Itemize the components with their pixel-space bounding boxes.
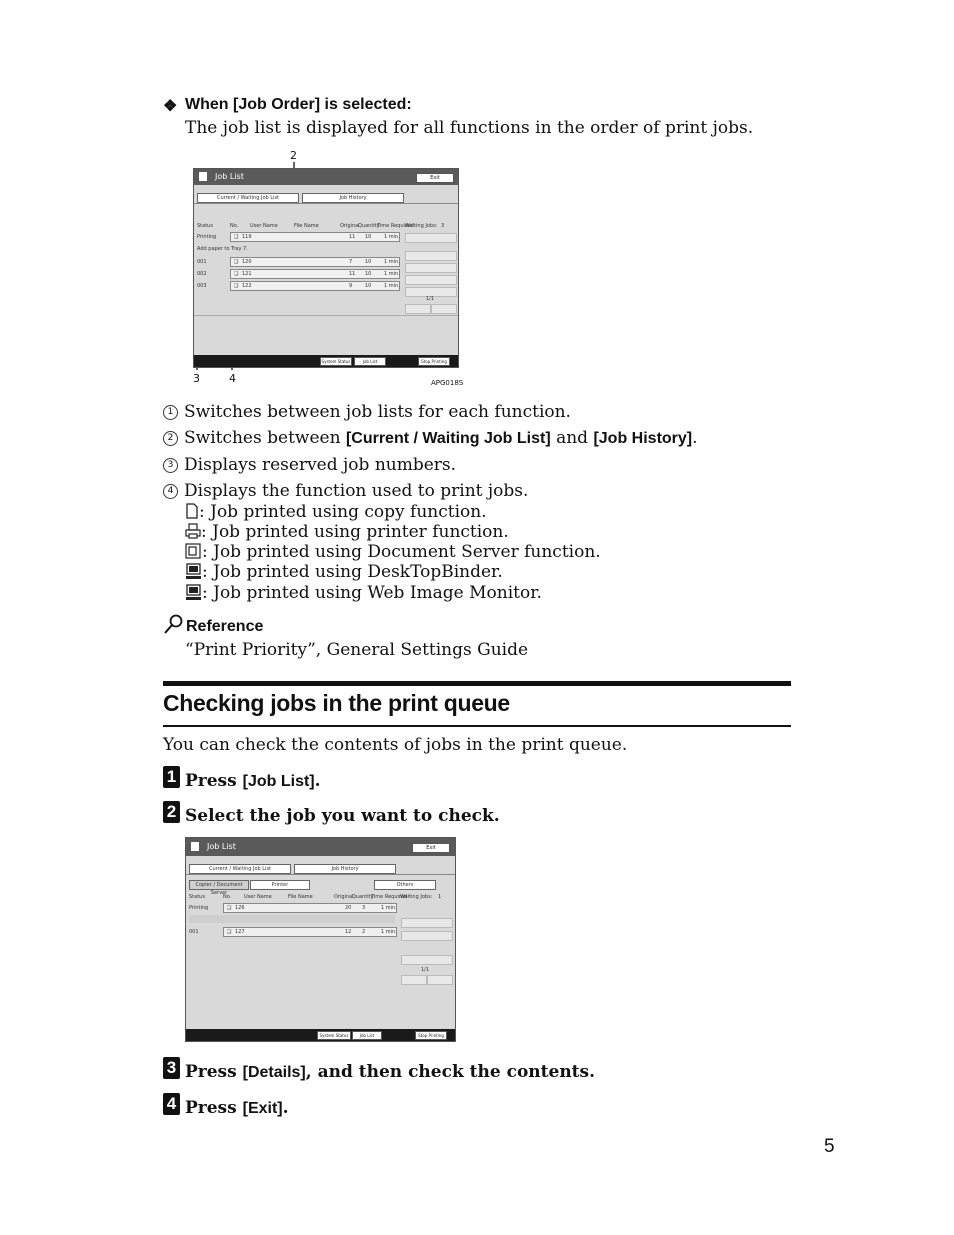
subtab-printer[interactable]: Printer [250, 880, 310, 890]
step-text: Press [185, 1062, 243, 1082]
list-icon [199, 172, 207, 181]
callout-4: 4 [229, 372, 236, 385]
row-original: 20 [345, 905, 352, 911]
printing-row[interactable] [230, 232, 400, 242]
function-text: : Job printed using Document Server function. [202, 542, 601, 562]
legend-item-4 [163, 481, 528, 501]
col-quantity: Quantity [358, 223, 380, 229]
screen-title: Job List [207, 842, 236, 851]
step-text: . [282, 1098, 289, 1118]
page-indicator: 1/1 [421, 967, 430, 973]
printing-row[interactable] [223, 903, 397, 913]
row-status: 001 [189, 929, 199, 935]
col-waiting: Waiting Jobs: [405, 223, 438, 229]
step-number-3: 3 [163, 1057, 180, 1079]
row-time: 1 min. [384, 283, 400, 289]
step-text: . [314, 771, 321, 791]
waiting-count: 3 [441, 223, 445, 229]
col-no: No. [230, 223, 239, 229]
reference-text: “Print Priority”, General Settings Guide [185, 640, 529, 660]
job-row[interactable] [230, 281, 400, 291]
row-no: 120 [242, 259, 252, 265]
system-status-button[interactable]: System Status [321, 359, 351, 364]
page-number: 5 [824, 1136, 835, 1157]
row-no: 121 [242, 271, 252, 277]
step-bold: [Exit] [242, 1100, 283, 1117]
row-no: 126 [235, 905, 245, 911]
system-status-button[interactable]: System Status [317, 1031, 351, 1040]
col-no: No. [223, 894, 232, 900]
function-desktopbinder [185, 562, 503, 582]
step-2 [185, 806, 500, 826]
prev-button[interactable] [405, 304, 431, 314]
printing-label: Printing [197, 234, 217, 240]
copy-icon: ❑ [234, 234, 239, 240]
side-button[interactable] [405, 251, 457, 261]
step-number-2: 2 [163, 801, 180, 823]
subtab-copier[interactable]: Copier / Document Server [189, 880, 249, 890]
legend-text: Displays the function used to print jobs. [184, 481, 529, 501]
function-text: : Job printed using Web Image Monitor. [202, 583, 542, 603]
legend-text: and [550, 428, 594, 448]
side-button[interactable] [405, 233, 457, 243]
row-original: 9 [349, 283, 353, 289]
row-quantity: 2 [362, 929, 366, 935]
callout-2: 2 [290, 149, 297, 162]
row-quantity: 10 [365, 234, 372, 240]
web-image-monitor-icon [185, 584, 202, 601]
printer-function-icon [185, 523, 201, 539]
function-document-server [185, 542, 601, 562]
row-no: 127 [235, 929, 245, 935]
next-button[interactable] [427, 975, 453, 985]
reference-label: Reference [186, 618, 264, 635]
waiting-count: 1 [438, 894, 442, 900]
screen-title: Job List [215, 172, 244, 181]
col-user: User Name [250, 223, 278, 229]
row-time: 1 min. [384, 259, 400, 265]
exit-button[interactable]: Exit [412, 843, 450, 853]
status-bar [186, 1029, 455, 1041]
function-web-image-monitor [185, 583, 542, 603]
row-quantity: 10 [365, 259, 372, 265]
tab-current-waiting[interactable]: Current / Waiting Job List [189, 864, 291, 874]
row-no: 119 [242, 234, 252, 240]
step-3 [185, 1062, 595, 1083]
document-server-icon [185, 543, 202, 559]
legend-number: 3 [163, 458, 178, 473]
col-time: Time Required [371, 894, 408, 900]
section2-intro: You can check the contents of jobs in the print queue. [163, 735, 628, 755]
legend-item-2 [163, 428, 698, 449]
section-bullet: ❖ [163, 98, 178, 115]
list-icon [191, 842, 199, 851]
legend-number: 1 [163, 405, 178, 420]
row-time: 1 min. [384, 271, 400, 277]
step-text: Select the job you want to check. [185, 806, 500, 826]
row-quantity: 10 [365, 271, 372, 277]
step-text: Press [185, 1098, 243, 1118]
col-status: Status [197, 223, 213, 229]
subtab-others[interactable]: Others [374, 880, 436, 890]
legend-bold: [Current / Waiting Job List] [345, 430, 551, 447]
side-button[interactable] [401, 918, 453, 928]
row-original: 12 [345, 929, 352, 935]
row-time: 1 min. [381, 905, 397, 911]
row-time: 1 min. [384, 234, 400, 240]
row-no: 122 [242, 283, 252, 289]
col-time: Time Required [377, 223, 414, 229]
row-original: 11 [349, 234, 356, 240]
function-text: : Job printed using DeskTopBinder. [202, 562, 503, 582]
next-button[interactable] [431, 304, 457, 314]
legend-text: . [692, 428, 698, 448]
legend-item-3 [163, 455, 456, 475]
legend-text: Switches between [184, 428, 346, 448]
step-text: Press [185, 771, 243, 791]
exit-button[interactable]: Exit [416, 173, 454, 183]
col-original: Original [340, 223, 360, 229]
job-row[interactable] [223, 927, 397, 937]
copy-function-icon [185, 503, 199, 519]
col-quantity: Quantity [352, 894, 374, 900]
row-quantity: 10 [365, 283, 372, 289]
side-button[interactable] [405, 275, 457, 285]
job-list-button[interactable]: Job List [352, 1031, 382, 1040]
row-original: 7 [349, 259, 353, 265]
legend-number: 2 [163, 431, 178, 446]
legend-number: 4 [163, 484, 178, 499]
row-status: 001 [197, 259, 207, 265]
step-number-1: 1 [163, 766, 180, 788]
job-list-screen-1 [193, 168, 459, 368]
row-status: 003 [197, 283, 207, 289]
printing-label: Printing [189, 905, 209, 911]
legend-bold: [Job History] [593, 430, 693, 447]
prev-button[interactable] [401, 975, 427, 985]
job-row[interactable] [230, 257, 400, 267]
legend-text: Switches between job lists for each function. [184, 402, 571, 422]
col-file: File Name [288, 894, 313, 900]
function-text: : Job printed using copy function. [199, 502, 487, 522]
add-paper-message: Add paper to Tray 7. [197, 246, 248, 252]
copy-icon: ❑ [234, 283, 239, 289]
col-user: User Name [244, 894, 272, 900]
side-button[interactable] [401, 931, 453, 941]
job-list-button[interactable]: Job List [354, 357, 386, 366]
step-1 [185, 771, 321, 792]
section-rule-top [163, 681, 791, 686]
job-list-screen-2 [185, 837, 456, 1042]
section-intro: The job list is displayed for all functions in the order of print jobs. [185, 118, 754, 138]
section-rule-bottom [163, 725, 791, 727]
copy-icon: ❑ [234, 259, 239, 265]
step-bold: [Job List] [242, 773, 315, 790]
callout-3: 3 [193, 372, 200, 385]
reference-icon [163, 613, 185, 635]
section2-heading: Checking jobs in the print queue [163, 690, 510, 716]
col-waiting: Waiting Jobs: [400, 894, 433, 900]
copy-icon: ❑ [227, 905, 232, 911]
stop-printing-button[interactable]: Stop Printing [415, 1031, 447, 1040]
section-heading: When [Job Order] is selected: [185, 96, 412, 113]
step-bold: [Details] [242, 1064, 306, 1081]
row-status: 002 [197, 271, 207, 277]
col-original: Original [334, 894, 354, 900]
function-printer [185, 522, 509, 542]
side-button[interactable] [401, 955, 453, 965]
step-text: , and then check the contents. [305, 1062, 596, 1082]
tab-job-history[interactable]: Job History [294, 864, 396, 874]
col-status: Status [189, 894, 205, 900]
legend-item-1 [163, 402, 571, 422]
separator-bar [189, 915, 395, 923]
step-4 [185, 1098, 289, 1119]
page-indicator: 1/1 [426, 296, 435, 302]
side-button[interactable] [405, 263, 457, 273]
step-number-4: 4 [163, 1093, 180, 1115]
function-text: : Job printed using printer function. [201, 522, 509, 542]
row-quantity: 3 [362, 905, 366, 911]
tab-current-waiting[interactable]: Current / Waiting Job List [197, 193, 299, 203]
col-file: File Name [294, 223, 319, 229]
legend-text: Displays reserved job numbers. [184, 455, 457, 475]
copy-icon: ❑ [227, 929, 232, 935]
row-time: 1 min. [381, 929, 397, 935]
row-original: 11 [349, 271, 356, 277]
tab-job-history[interactable]: Job History [302, 193, 404, 203]
job-row[interactable] [230, 269, 400, 279]
stop-printing-button[interactable]: Stop Printing [418, 357, 450, 366]
status-bar [194, 355, 458, 367]
copy-icon: ❑ [234, 271, 239, 277]
desktopbinder-icon [185, 563, 202, 580]
function-copy [185, 502, 487, 522]
figure-code: APG018S [431, 379, 464, 387]
